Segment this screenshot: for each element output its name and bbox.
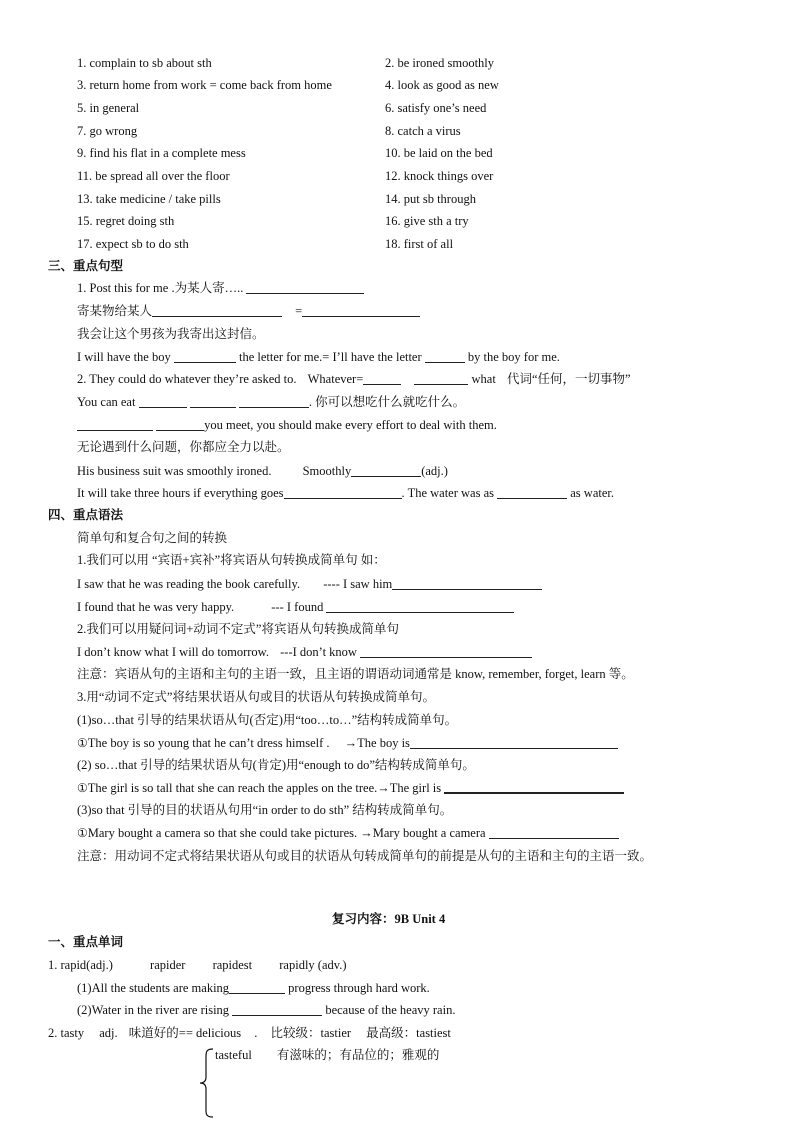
blank — [246, 281, 364, 294]
phrase-item: 12. knock things over — [385, 169, 494, 183]
blank — [284, 486, 402, 499]
text-line: tasteful 有滋味的；有品位的；雅观的 — [215, 1048, 440, 1062]
blank — [363, 372, 401, 385]
text-line: 2. They could do whatever they’re asked to. Whatever= what 代词“任何，一切事物” — [77, 372, 631, 386]
text-line: ①The girl is so tall that she can reach the apples on the tree.→The girl is — [77, 779, 624, 797]
blank — [326, 600, 514, 613]
phrase-item: 8. catch a virus — [385, 124, 461, 138]
phrase-item: 4. look as good as new — [385, 78, 499, 92]
section-heading: 三、重点句型 — [48, 259, 124, 273]
circled-one-icon: ① — [77, 826, 88, 840]
blank — [414, 372, 468, 385]
section-heading: 四、重点语法 — [48, 508, 124, 522]
text-line: I don’t know what I will do tomorrow. ---I don’t know — [77, 643, 532, 661]
phrase-item: 13. take medicine / take pills — [77, 192, 221, 206]
text-line: 寄某物给某人 = — [77, 302, 420, 320]
blank — [425, 350, 465, 363]
blank — [239, 395, 309, 408]
blank — [152, 304, 282, 317]
blank — [410, 736, 618, 749]
note-text: 注意：宾语从句的主语和主句的主语一致，且主语的谓语动词通常是 know, remember, forget, learn 等。 — [77, 667, 634, 681]
phrase-item: 16. give sth a try — [385, 214, 469, 228]
blank — [139, 395, 187, 408]
text-line: you meet, you should make every effort to deal with them. — [77, 416, 497, 434]
text-line: You can eat . 你可以想吃什么就吃什么。 — [77, 395, 466, 409]
blank — [489, 826, 619, 839]
text-line: (1)All the students are making progress through hard work. — [77, 981, 430, 995]
blank — [351, 464, 421, 477]
blank — [77, 418, 153, 431]
phrase-item: 11. be spread all over the floor — [77, 169, 230, 183]
blank — [302, 304, 420, 317]
text-line: 2.我们可以用疑问词+动词不定式”将宾语从句转换成简单句 — [77, 622, 399, 636]
circled-one-icon: ① — [77, 781, 88, 795]
circled-one-icon: ① — [77, 736, 88, 750]
blank — [174, 350, 236, 363]
blank — [232, 1003, 322, 1016]
text-line: I saw that he was reading the book carefully. ---- I saw him — [77, 575, 542, 593]
blank — [392, 577, 542, 590]
text-line: I found that he was very happy. --- I found — [77, 598, 514, 616]
review-title: 复习内容：9B Unit 4 — [332, 912, 446, 926]
text-line: 1.我们可以用 “宾语+宾补”将宾语从句转换成简单句 如： — [77, 553, 386, 567]
blank — [444, 780, 624, 794]
text-line: 简单句和复合句之间的转换 — [77, 531, 228, 545]
phrase-item: 9. find his flat in a complete mess — [77, 146, 246, 160]
blank — [360, 645, 532, 658]
curly-brace-icon — [196, 1047, 216, 1119]
phrase-item: 7. go wrong — [77, 124, 138, 138]
text-line: 1. rapid(adj.) rapider rapidest rapidly (adv.) — [48, 958, 347, 972]
text-line: 3.用“动词不定式”将结果状语从句或目的状语从句转换成简单句。 — [77, 690, 435, 704]
blank — [190, 395, 236, 408]
phrase-item: 15. regret doing sth — [77, 214, 175, 228]
phrase-item: 17. expect sb to do sth — [77, 237, 189, 251]
phrase-item: 10. be laid on the bed — [385, 146, 493, 160]
text-line: ①The boy is so young that he can’t dress himself . →The boy is — [77, 734, 618, 752]
phrase-item: 5. in general — [77, 101, 140, 115]
text-line: His business suit was smoothly ironed. Smoothly (adj.) — [77, 464, 448, 478]
text-line: ①Mary bought a camera so that she could take pictures. →Mary bought a camera — [77, 824, 619, 842]
text-line: I will have the boy the letter for me.= I’ll have the letter by the boy for me. — [77, 350, 560, 364]
text-line: 1. Post this for me .为某人寄….. — [77, 279, 364, 297]
blank — [229, 981, 285, 994]
text-line: (2) so…that 引导的结果状语从句(肯定)用“enough to do”结构转成简单句。 — [77, 758, 475, 772]
text-line: It will take three hours if everything goes . The water was as as water. — [77, 486, 614, 500]
phrase-item: 2. be ironed smoothly — [385, 56, 495, 70]
phrase-item: 14. put sb through — [385, 192, 476, 206]
phrase-item: 18. first of all — [385, 237, 454, 251]
text-line: (2)Water in the river are rising because of the heavy rain. — [77, 1003, 456, 1017]
text-line: (3)so that 引导的目的状语从句用“in order to do sth” 结构转成简单句。 — [77, 803, 453, 817]
phrase-item: 1. complain to sb about sth — [77, 56, 212, 70]
blank — [156, 418, 204, 431]
text-line: 2. tasty adj. 味道好的== delicious . 比较级：tastier 最高级：tastiest — [48, 1026, 451, 1040]
text-line: (1)so…that 引导的结果状语从句(否定)用“too…to…”结构转成简单句。 — [77, 713, 458, 727]
phrase-item: 6. satisfy one’s need — [385, 101, 487, 115]
text-line: 我会让这个男孩为我寄出这封信。 — [77, 327, 265, 341]
section-heading: 一、重点单词 — [48, 935, 124, 949]
blank — [497, 486, 567, 499]
text-line: 无论遇到什么问题，你都应全力以赴。 — [77, 440, 290, 454]
note-text: 注意：用动词不定式将结果状语从句或目的状语从句转成简单句的前提是从句的主语和主句的主语一致。 — [77, 849, 653, 863]
phrase-item: 3. return home from work = come back from home — [77, 78, 332, 92]
